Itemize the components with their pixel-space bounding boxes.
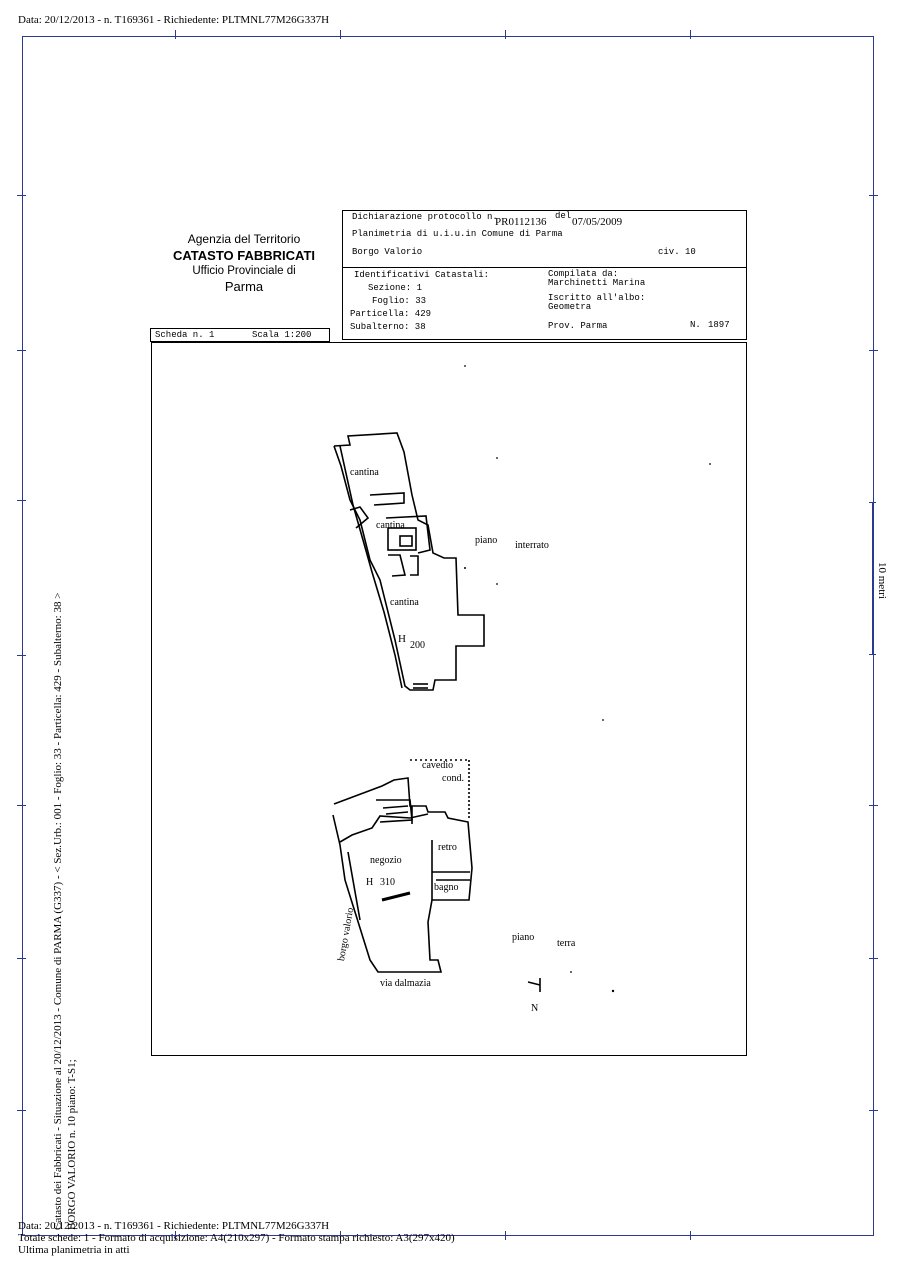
subalterno: Subalterno: 38 bbox=[350, 322, 426, 332]
room-label-negozio: negozio bbox=[370, 855, 402, 866]
dichiarazione-label: Dichiarazione protocollo n. bbox=[352, 212, 498, 222]
iscritto-label: Iscritto all'albo: bbox=[548, 293, 646, 303]
height-value-basement: 200 bbox=[410, 640, 425, 651]
particella: Particella: 429 bbox=[350, 309, 432, 319]
footer-line-1: Data: 20/12/2013 - n. T169361 - Richiedente: PLTMNL77M26G337H bbox=[18, 1220, 330, 1232]
agency-office: Ufficio Provinciale di bbox=[192, 265, 296, 277]
floor-label-piano-terra-2: terra bbox=[557, 938, 576, 949]
footer-line-2: Totale schede: 1 - Formato di acquisizione: A4(210x297) - Formato stampa richiesto: A3(297x420) bbox=[18, 1232, 455, 1244]
street-label-borgo-valorio: borgo valorio bbox=[336, 906, 357, 962]
planimetria-label: Planimetria di u.i.u.in Comune di Parma bbox=[352, 229, 563, 239]
room-label-bagno: bagno bbox=[434, 882, 459, 893]
iscritto-value: Geometra bbox=[548, 302, 592, 312]
north-arrow-label: N bbox=[531, 1003, 539, 1014]
province: Prov. Parma bbox=[548, 321, 608, 331]
declaration-date: 07/05/2009 bbox=[572, 216, 623, 228]
room-label-cantina-2: cantina bbox=[376, 520, 405, 531]
scheda-label: Scheda n. 1 bbox=[155, 330, 215, 340]
agency-name: Agenzia del Territorio bbox=[187, 232, 301, 246]
registration-number: 1897 bbox=[708, 320, 730, 330]
room-label-retro: retro bbox=[438, 842, 457, 853]
agency-city: Parma bbox=[224, 279, 264, 294]
room-label-cantina-1: cantina bbox=[350, 467, 379, 478]
civic-number: civ. 10 bbox=[658, 247, 696, 257]
sezione: Sezione: 1 bbox=[368, 283, 423, 293]
side-note-line2: BORGO VALORIO n. 10 piano: T-S1; bbox=[66, 1059, 78, 1230]
room-label-cantina-3: cantina bbox=[390, 597, 419, 608]
side-note-line1: Catasto dei Fabbricati - Situazione al 20/12/2013 - Comune di PARMA (G337) - < Sez.Urb.: 001 - Foglio: 33 - Particella: 429 - Subalterno: 38 > bbox=[52, 592, 64, 1230]
height-label-ground: H bbox=[366, 877, 374, 888]
height-label-basement: H bbox=[398, 633, 406, 645]
floor-label-piano-terra-1: piano bbox=[512, 932, 535, 943]
compilata-label: Compilata da: bbox=[548, 269, 619, 279]
street-label-via-dalmazia: via dalmazia bbox=[380, 978, 431, 989]
footer-line-3: Ultima planimetria in atti bbox=[18, 1244, 130, 1256]
room-label-cavedio: cavedio bbox=[422, 760, 454, 771]
address: Borgo Valorio bbox=[352, 247, 423, 257]
floor-label-interrato: interrato bbox=[515, 540, 549, 551]
identificativi-label: Identificativi Catastali: bbox=[354, 270, 490, 280]
registration-n-label: N. bbox=[690, 320, 701, 330]
compilata-name: Marchinetti Marina bbox=[548, 278, 646, 288]
header-text: Data: 20/12/2013 - n. T169361 - Richiedente: PLTMNL77M26G337H bbox=[18, 14, 330, 26]
del-label: del bbox=[555, 211, 572, 221]
foglio: Foglio: 33 bbox=[372, 296, 427, 306]
floor-label-piano: piano bbox=[475, 535, 498, 546]
height-value-ground: 310 bbox=[380, 877, 395, 888]
scale-bar-label: 10 metri bbox=[876, 562, 888, 599]
agency-catasto: CATASTO FABBRICATI bbox=[172, 248, 316, 263]
scala-label: Scala 1:200 bbox=[252, 330, 312, 340]
protocollo-number: PR0112136 bbox=[495, 216, 547, 228]
room-label-cond: cond. bbox=[442, 773, 464, 784]
